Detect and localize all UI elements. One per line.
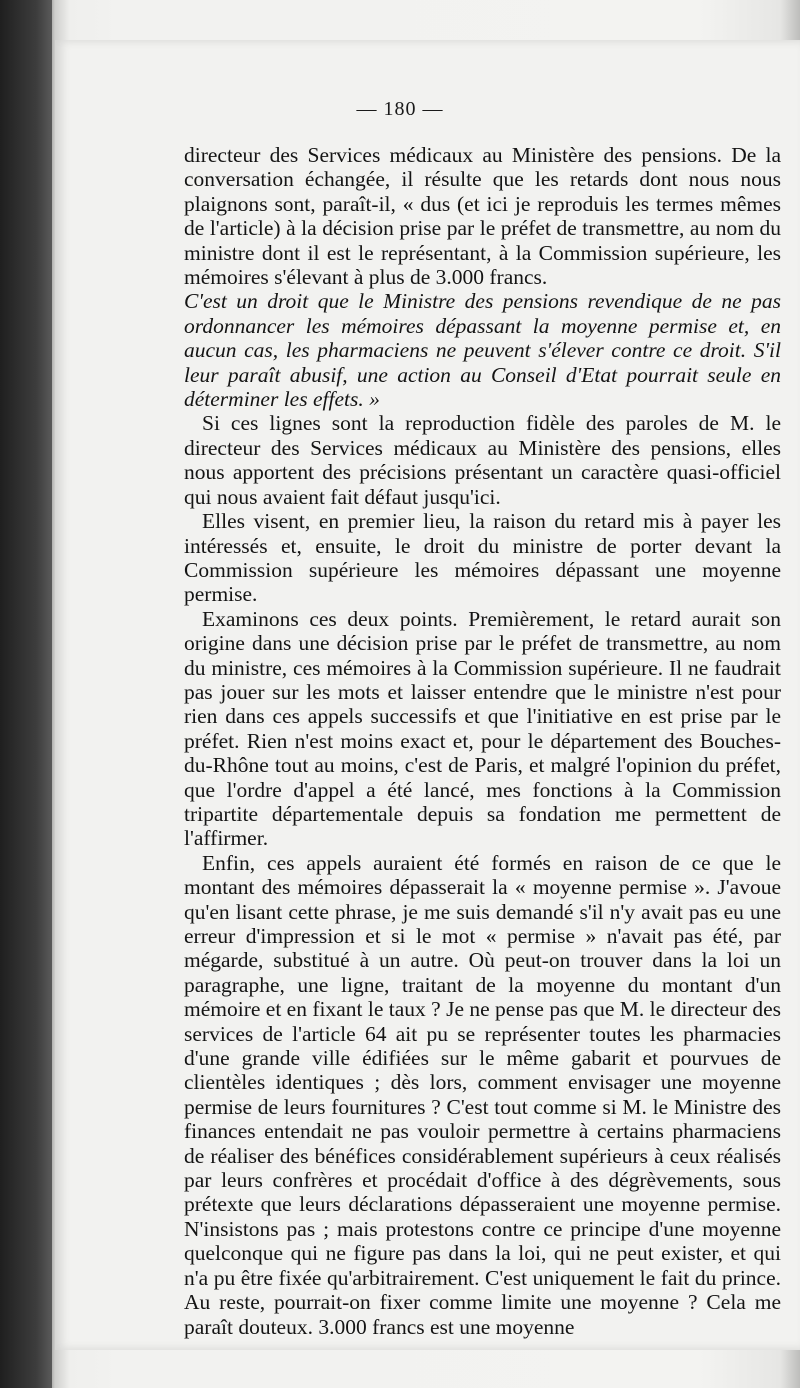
page-number: — 180 — bbox=[356, 98, 444, 120]
book-spine-shadow bbox=[0, 0, 52, 1388]
paragraph-3: Si ces lignes sont la reproduction fidèle des paroles de M. le directeur des Services médicaux au Ministère des pensions, elles nous apportent des précisions présentant un caractère quasi-officiel qui nous avaient fait défaut jusqu'ici. bbox=[184, 411, 781, 509]
paragraph-4: Elles visent, en premier lieu, la raison du retard mis à payer les intéressés et, ensuite, le droit du ministre de porter devant la Commission supérieure les mémoires dépassant une moyenne permise. bbox=[184, 509, 781, 607]
paragraph-1: directeur des Services médicaux au Ministère des pensions. De la conversation échangée, il résulte que les retards dont nous nous plaignons sont, paraît-il, « dus (et ici je reproduis les termes mêmes de l'article) à la décision prise par le préfet de transmettre, au nom du ministre dont il est le représentant, à la Commission supérieure, les mémoires s'élevant à plus de 3.000 francs. bbox=[184, 143, 781, 290]
paragraph-2-quote: C'est un droit que le Ministre des pensions revendique de ne pas ordonnancer les mémoires dépassant la moyenne permise et, en aucun cas, les pharmaciens ne peuvent s'élever contre ce droit. S'il leur paraît abusif, une action au Conseil d'Etat pourrait seule en déterminer les effets. » bbox=[184, 289, 781, 412]
paragraph-5: Examinons ces deux points. Premièrement, le retard aurait son origine dans une décision prise par le préfet de transmettre, au nom du ministre, ces mémoires à la Commission supérieure. Il ne faudrait pas jouer sur les mots et laisser entendre que le ministre n'est pour rien dans ces appels successifs et que l'initiative en est prise par le préfet. Rien n'est moins exact et, pour le département des Bouches-du-Rhône tout au moins, c'est de Paris, et malgré l'opinion du préfet, que l'ordre d'appel a été lancé, mes fonctions à la Commission tripartite départementale depuis sa fondation me permettent de l'affirmer. bbox=[184, 606, 781, 851]
paragraph-6: Enfin, ces appels auraient été formés en raison de ce que le montant des mémoires dépasserait la « moyenne permise ». J'avoue qu'en lisant cette phrase, je me suis demandé s'il n'y avait pas eu une erreur d'impression et si le mot « permise » n'avait pas été, par mégarde, substitué à un autre. Où peut-on trouver dans la loi un paragraphe, une ligne, traitant de la moyenne du montant d'un mémoire et en fixant le taux ? Je ne pense pas que M. le directeur des services de l'article 64 ait pu se représenter toutes les pharmacies d'une grande ville édifiées sur le même gabarit et pourvues de clientèles identiques ; dès lors, comment envisager une moyenne permise de leurs fournitures ? C'est tout comme si M. le Ministre des finances entendait ne pas vouloir permettre à certains pharmaciens de réaliser des bénéfices considérablement supérieurs à ceux réalisés par leurs confrères et procédait d'office à des dégrèvements, sous prétexte que leurs déclarations dépasseraient une moyenne permise. N'insistons pas ; mais protestons contre ce principe d'une moyenne quelconque qui ne figure pas dans la loi, qui ne peut exister, et qui n'a pu être fixée qu'arbitrairement. C'est uniquement le fait du prince. Au reste, pourrait-on fixer comme limite une moyenne ? Cela me paraît douteux. 3.000 francs est une moyenne bbox=[184, 850, 781, 1339]
body-text bbox=[184, 143, 781, 1339]
